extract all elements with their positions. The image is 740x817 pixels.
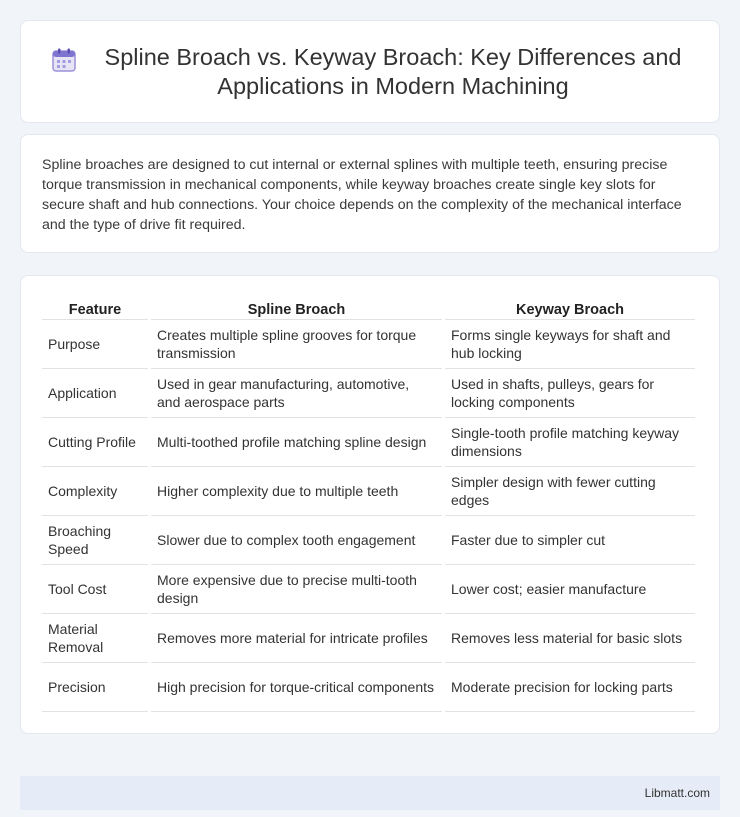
table-row [42, 516, 695, 565]
table-row [42, 320, 695, 369]
table-row [42, 418, 695, 467]
title-wrap [51, 43, 689, 101]
intro-card [20, 134, 720, 253]
row-feature: Cutting Profile [42, 418, 148, 467]
comparison-card [20, 275, 720, 734]
row-keyway: Removes less material for basic slots [445, 614, 695, 663]
table-row [42, 369, 695, 418]
row-keyway: Single-tooth profile matching keyway dimensions [445, 418, 695, 467]
row-feature: Complexity [42, 467, 148, 516]
footer-site-link[interactable]: Libmatt.com [644, 786, 710, 800]
row-feature: Material Removal [42, 614, 148, 663]
row-keyway: Lower cost; easier manufacture [445, 565, 695, 614]
table-row [42, 565, 695, 614]
footer [20, 776, 720, 810]
title-card [20, 20, 720, 123]
table-row [42, 467, 695, 516]
page-title: Spline Broach vs. Keyway Broach: Key Differences and Applications in Modern Machining [104, 43, 682, 99]
table-row [42, 614, 695, 663]
row-spline: Removes more material for intricate profiles [151, 614, 442, 663]
row-feature: Application [42, 369, 148, 418]
row-feature: Broaching Speed [42, 516, 148, 565]
comparison-table [39, 296, 698, 712]
row-keyway: Faster due to simpler cut [445, 516, 695, 565]
calendar-icon [51, 47, 77, 73]
row-spline: Used in gear manufacturing, automotive, and aerospace parts [151, 369, 442, 418]
intro-paragraph: Spline broaches are designed to cut internal or external splines with multiple teeth, ensuring precise torque transmission in mechanical components, while keyway broaches create single key slots for secure shaft and hub connections. Your choice depends on the complexity of the mechanical interface and the type of drive fit required. [42, 157, 682, 233]
row-feature: Purpose [42, 320, 148, 369]
row-keyway: Used in shafts, pulleys, gears for locking components [445, 369, 695, 418]
table-row [42, 663, 695, 712]
row-keyway: Simpler design with fewer cutting edges [445, 467, 695, 516]
header-keyway-broach: Keyway Broach [445, 296, 695, 320]
header-feature: Feature [42, 296, 148, 320]
row-feature: Precision [42, 663, 148, 712]
row-spline: Higher complexity due to multiple teeth [151, 467, 442, 516]
table-header-row [42, 296, 695, 320]
row-spline: More expensive due to precise multi-tooth design [151, 565, 442, 614]
row-spline: High precision for torque-critical components [151, 663, 442, 712]
row-spline: Slower due to complex tooth engagement [151, 516, 442, 565]
row-feature: Tool Cost [42, 565, 148, 614]
header-spline-broach: Spline Broach [151, 296, 442, 320]
row-spline: Multi-toothed profile matching spline design [151, 418, 442, 467]
row-keyway: Forms single keyways for shaft and hub locking [445, 320, 695, 369]
row-spline: Creates multiple spline grooves for torque transmission [151, 320, 442, 369]
row-keyway: Moderate precision for locking parts [445, 663, 695, 712]
